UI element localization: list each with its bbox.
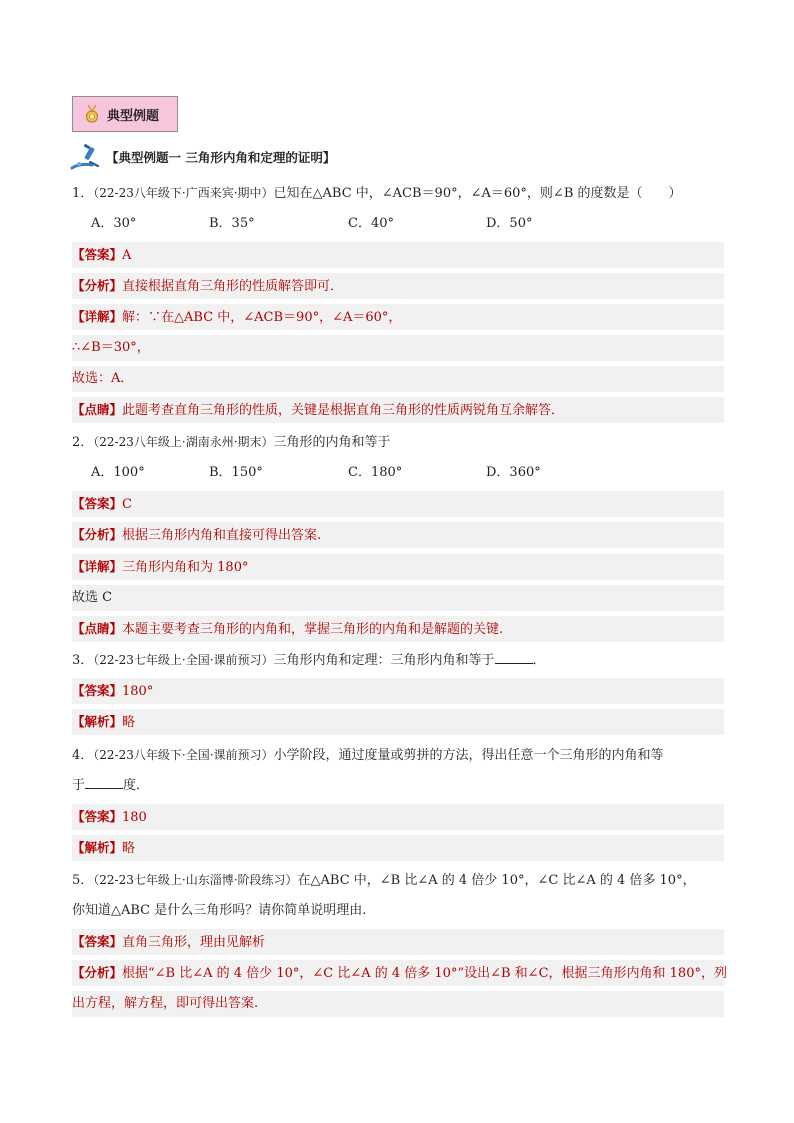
comment-tag: 【点睛】 <box>72 621 123 636</box>
q5-stem <box>72 867 724 893</box>
q3-explain <box>72 709 724 735</box>
q5-answer <box>72 929 724 955</box>
q2-comment <box>72 616 724 642</box>
q2-detail-line-2: 故选 C <box>72 585 724 611</box>
q5-source: （22-23七年级上·山东淄博·阶段练习） <box>93 873 298 887</box>
q4-stem-2a: 于 <box>72 778 86 793</box>
q1-option-a: A．30° <box>91 216 137 231</box>
q1-option-d: D．50° <box>486 216 533 231</box>
q5-analysis-text: 根据“∠B 比∠A 的 4 倍少 10°，∠C 比∠A 的 4 倍多 10°”设出∠B 和∠C，根据三角形内角和 180°，列 <box>122 966 727 981</box>
medal-icon <box>83 104 101 124</box>
q4-blank <box>85 774 123 789</box>
q1-source: （22-23八年级下·广西来宾·期中） <box>93 186 274 200</box>
q2-source: （22-23八年级上·湖南永州·期末） <box>93 435 274 449</box>
q3-explain-text: 略 <box>122 715 136 730</box>
explain-tag: 【解析】 <box>72 840 123 855</box>
q4-stem-line-2 <box>72 773 724 799</box>
q1-detail-text: 解：∵在△ABC 中，∠ACB＝90°，∠A＝60°， <box>122 310 402 325</box>
comment-tag: 【点睛】 <box>72 402 123 417</box>
q2-comment-text: 本题主要考查三角形的内角和，掌握三角形的内角和是解题的关键. <box>122 622 504 637</box>
q2-options <box>72 460 724 486</box>
analysis-tag: 【分析】 <box>72 965 123 980</box>
q2-analysis <box>72 522 724 548</box>
badge-label: 典型例题 <box>107 108 160 124</box>
q3-stem-end: ． <box>532 653 546 668</box>
q4-stem-text: 小学阶段，通过度量或剪拼的方法，得出任意一个三角形的内角和等 <box>273 748 664 763</box>
q1-answer-text: A <box>122 248 132 263</box>
q3-answer <box>72 678 724 704</box>
analysis-tag: 【分析】 <box>72 527 123 542</box>
q1-answer <box>72 242 724 268</box>
q1-stem <box>72 180 724 206</box>
answer-tag: 【答案】 <box>72 809 123 824</box>
q4-answer-text: 180 <box>122 810 147 825</box>
q2-number: 2． <box>72 435 94 450</box>
q1-comment <box>72 397 724 423</box>
q2-detail <box>72 554 724 580</box>
q5-stem-line-2: 你知道△ABC 是什么三角形吗？请你简单说明理由. <box>72 903 367 918</box>
q5-analysis-line-2: 出方程，解方程，即可得出答案. <box>72 991 724 1017</box>
answer-tag: 【答案】 <box>72 496 123 511</box>
q3-stem <box>72 647 724 673</box>
q1-comment-text: 此题考查直角三角形的性质，关键是根据直角三角形的性质两锐角互余解答． <box>122 403 565 418</box>
q2-option-b: B．150° <box>209 465 263 480</box>
q3-blank <box>495 649 533 664</box>
q1-detail-line-2: ∴∠B＝30°， <box>72 335 724 361</box>
q1-option-c: C．40° <box>348 216 394 231</box>
q4-stem <box>72 742 724 768</box>
q4-source: （22-23八年级下·全国·课前预习） <box>93 748 274 762</box>
q1-detail-line-3: 故选：A． <box>72 366 724 392</box>
q4-explain <box>72 835 724 861</box>
q4-explain-text: 略 <box>122 841 136 856</box>
q2-answer <box>72 491 724 517</box>
q2-option-d: D．360° <box>486 465 541 480</box>
q1-stem-text: 已知在△ABC 中，∠ACB＝90°，∠A＝60°，则∠B 的度数是（ ） <box>273 186 682 201</box>
answer-tag: 【答案】 <box>72 934 123 949</box>
typical-example-badge <box>72 96 178 132</box>
q5-number: 5． <box>72 873 94 888</box>
q1-analysis-text: 直接根据直角三角形的性质解答即可． <box>122 279 344 294</box>
q1-analysis <box>72 273 724 299</box>
q3-stem-text: 三角形内角和定理：三角形内角和等于 <box>273 653 495 668</box>
q3-source: （22-23七年级上·全国·课前预习） <box>93 653 274 667</box>
q5-stem-text: 在△ABC 中，∠B 比∠A 的 4 倍少 10°，∠C 比∠A 的 4 倍多 10°， <box>297 873 696 888</box>
microscope-icon <box>70 144 104 170</box>
section-title-text: 【典型例题一 三角形内角和定理的证明】 <box>106 150 336 165</box>
answer-tag: 【答案】 <box>72 247 123 262</box>
q1-options <box>72 211 724 237</box>
q5-analysis <box>72 960 727 986</box>
q2-answer-text: C <box>122 497 132 512</box>
q1-detail <box>72 304 724 330</box>
q2-stem-text: 三角形的内角和等于 <box>273 435 391 450</box>
q3-answer-text: 180° <box>122 684 154 699</box>
detail-tag: 【详解】 <box>72 309 123 324</box>
analysis-tag: 【分析】 <box>72 278 123 293</box>
q2-stem <box>72 429 724 455</box>
q3-number: 3． <box>72 653 94 668</box>
q2-option-a: A．100° <box>91 465 145 480</box>
answer-tag: 【答案】 <box>72 683 123 698</box>
q2-detail-text: 三角形内角和为 180° <box>122 560 249 575</box>
q1-number: 1． <box>72 186 94 201</box>
q4-stem-2b: 度． <box>123 778 150 793</box>
explain-tag: 【解析】 <box>72 714 123 729</box>
q5-answer-text: 直角三角形，理由见解析 <box>122 935 266 950</box>
section-title <box>70 144 335 170</box>
q2-analysis-text: 根据三角形内角和直接可得出答案. <box>122 528 322 543</box>
q4-number: 4． <box>72 748 94 763</box>
q1-option-b: B．35° <box>209 216 255 231</box>
q4-answer <box>72 804 724 830</box>
detail-tag: 【详解】 <box>72 559 123 574</box>
q2-option-c: C．180° <box>348 465 403 480</box>
